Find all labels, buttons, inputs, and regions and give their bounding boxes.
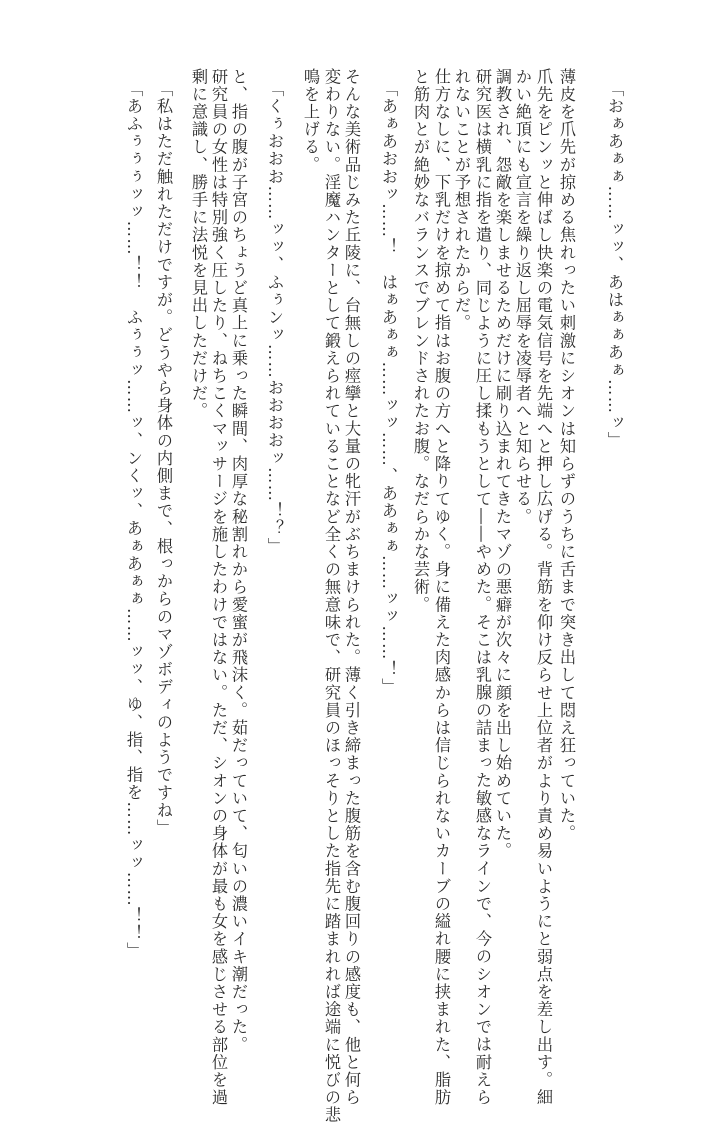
- dialogue-line: 「おぁあぁぁ……ッッ、あはぁぁあぁ……ッ」: [605, 80, 624, 450]
- narration-line: 剰に意識し、勝手に法悦を見出しただけだ。: [189, 68, 208, 420]
- narration-line: れないことが予想されたからだ。: [452, 68, 471, 332]
- narration-line: 調教され、怨敵を楽しませるためだけに刷り込まれてきたマゾの悪癖が次々に顔を出し始めていた。: [493, 68, 512, 860]
- narration-line: 鳴を上げる。: [301, 68, 320, 174]
- dialogue-line: 「あぁあおおッ……！ はぁあぁぁ……ッッ……、ああぁぁ……ッッ……！」: [379, 80, 398, 696]
- narration-line: 変わりない。淫魔ハンターとして鍛えられていることなど全くの無意味で、研究員のほっそりとした指先に踏まれれば途端に悦びの悲: [322, 68, 341, 1124]
- dialogue-line: 「私はただ触れただけですが。どうやら身体の内側まで、根っからのマゾボディのようですね」: [154, 80, 173, 837]
- narration-line: そんな美術品じみた丘陵に、台無しの痙攣と大量の牝汗がぶちまけられた。薄く引き締まった腹筋を含む腹回りの感度も、他と何ら: [342, 68, 361, 1107]
- narration-line: 仕方なしに、下乳だけを掠めて指はお腹の方へと降りてゆく。身に備えた肉感からは信じられないカーブの縊れ腰に挟まれた、脂肪: [432, 68, 451, 1107]
- narration-line: かい絶頂にも宣言を繰り返し屈辱を凌辱者へと知らせる。: [513, 68, 532, 526]
- narration-line: と筋肉とが絶妙なバランスでブレンドされたお腹。なだらかな芸術。: [411, 68, 430, 614]
- narration-line: 研究医は横乳に指を遣り、同じように圧し揉もうとして――やめた。そこは乳腺の詰まった敏感なラインで、今のシオンでは耐えら: [473, 68, 492, 1107]
- narration-line: 研究員の女性は特別強く圧したり、ねちこくマッサージを施したわけではない。ただ、シオンの身体が最も女を感じさせる部位を過: [209, 68, 228, 1107]
- dialogue-line: 「くぅおおお……ッッ、ふぅンッ……おおおおッ……！？」: [265, 80, 284, 556]
- narration-line: 薄皮を爪先が掠める焦れったい刺激にシオンは知らずのうちに舌まで突き出して悶え狂っていた。: [557, 68, 576, 843]
- narration-line: 爪先をピンッと伸ばし快楽の電気信号を先端へと押し広げる。背筋を仰け反らせ上位者がより責め易いようにと弱点を差し出す。細: [534, 68, 553, 1107]
- narration-line: と、指の腹が子宮のちょうど真上に乗った瞬間、肉厚な秘割れから愛蜜が飛沫く。茹だっていて、匂いの濃いイキ潮だった。: [229, 68, 248, 1054]
- dialogue-line: 「あふぅぅぅッッ……！！ ふぅぅッ……ッ、ンくッ、あぁあぁぁ……ッッ、ゆ、指、指を……ッッ……！！」: [124, 80, 143, 960]
